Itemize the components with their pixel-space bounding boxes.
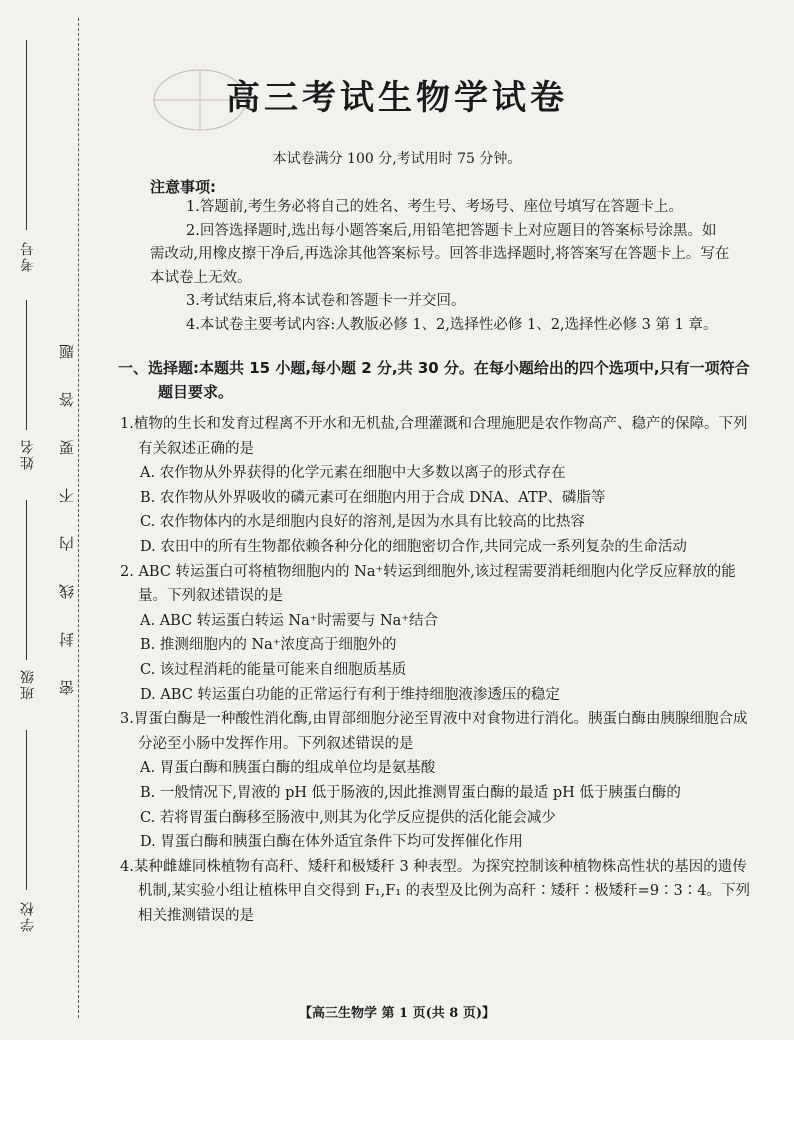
seal-char: 答 (58, 392, 76, 407)
question-stem: 4.某种雌雄同株植物有高秆、矮秆和极矮秆 3 种表型。为探究控制该种植物株高性状的基因的遗传机制,某实验小组让植株甲自交得到 F₁,F₁ 的表型及比例为高秆∶矮秆∶极矮秆=9∶3∶4。下列相关推测错误的是 (120, 858, 751, 924)
notice-heading: 注意事项: (150, 178, 216, 196)
notice-list (150, 196, 730, 337)
exam-title: 高三考试生物学试卷 (226, 78, 568, 118)
section-heading (118, 356, 758, 404)
question (120, 855, 760, 929)
seal-char: 要 (58, 440, 76, 455)
question (120, 560, 760, 708)
seal-char: 密 (58, 680, 76, 695)
question (120, 412, 760, 560)
option: D. 胃蛋白酶和胰蛋白酶在体外适宜条件下均可发挥催化作用 (140, 834, 523, 851)
page-margin (0, 1040, 794, 1123)
xingming-blank (26, 300, 27, 430)
notice-item: 1.答题前,考生务必将自己的姓名、考生号、考场号、座位号填写在答题卡上。 (186, 199, 683, 215)
label-xingming: 姓名 (20, 438, 36, 470)
question-stem: 3.胃蛋白酶是一种酸性消化酶,由胃部细胞分泌至胃液中对食物进行消化。胰蛋白酶由胰腺细胞合成分泌至小肠中发挥作用。下列叙述错误的是 (120, 711, 748, 752)
option: A. 农作物从外界获得的化学元素在细胞中大多数以离子的形式存在 (140, 465, 566, 482)
question-stem: 2. ABC 转运蛋白可将植物细胞内的 Na⁺转运到细胞外,该过程需要消耗细胞内化学反应释放的能量。下列叙述错误的是 (120, 563, 736, 605)
option: D. 农田中的所有生物都依赖各种分化的细胞密切合作,共同完成一系列复杂的生命活动 (140, 538, 687, 555)
label-xuexiao: 学校 (20, 900, 36, 932)
label-kaohao: 考号 (20, 240, 36, 272)
question-list (120, 412, 760, 928)
option: B. 农作物从外界吸收的磷元素可在细胞内用于合成 DNA、ATP、磷脂等 (140, 489, 606, 506)
section-heading-line: 一、选择题:本题共 15 小题,每小题 2 分,共 30 分。在每小题给出的四个选项中,只有一项符合 (118, 359, 750, 377)
binding-dashed-line (78, 18, 79, 1018)
question-stem: 1.植物的生长和发育过程离不开水和无机盐,合理灌溉和合理施肥是农作物高产、稳产的保障。下列有关叙述正确的是 (120, 416, 748, 457)
seal-char: 不 (58, 488, 76, 503)
option: C. 农作物体内的水是细胞内良好的溶剂,是因为水具有比较高的比热容 (140, 514, 585, 531)
label-banji: 班级 (20, 668, 36, 700)
seal-char: 线 (58, 584, 76, 599)
option: A. 胃蛋白酶和胰蛋白酶的组成单位均是氨基酸 (140, 760, 436, 777)
option: B. 一般情况下,胃液的 pH 低于肠液的,因此推测胃蛋白酶的最适 pH 低于胰蛋白酶的 (140, 784, 681, 801)
option: C. 若将胃蛋白酶移至肠液中,则其为化学反应提供的活化能会减少 (140, 809, 556, 826)
banji-blank (26, 500, 27, 660)
notice-item: 3.考试结束后,将本试卷和答题卡一并交回。 (186, 293, 466, 309)
option: B. 推测细胞内的 Na⁺浓度高于细胞外的 (140, 637, 397, 654)
seal-char: 内 (58, 536, 76, 551)
notice-item: 2.回答选择题时,选出每小题答案后,用铅笔把答题卡上对应题目的答案标号涂黑。如需改动,用橡皮擦干净后,再选涂其他答案标号。回答非选择题时,将答案写在答题卡上。写在本试卷上无效。 (150, 222, 730, 286)
section-heading-line: 题目要求。 (158, 383, 234, 401)
option: A. ABC 转运蛋白转运 Na⁺时需要与 Na⁺结合 (140, 612, 438, 629)
exam-subtitle: 本试卷满分 100 分,考试用时 75 分钟。 (272, 151, 522, 167)
kaohao-blank (26, 40, 27, 230)
option: D. ABC 转运蛋白功能的正常运行有利于维持细胞液渗透压的稳定 (140, 686, 560, 703)
page-footer: 【高三生物学 第 1 页(共 8 页)】 (298, 1006, 496, 1021)
seal-char: 封 (58, 632, 76, 647)
option: C. 该过程消耗的能量可能来自细胞质基质 (140, 661, 407, 678)
question (120, 707, 760, 855)
seal-char: 题 (58, 344, 76, 359)
notice-item: 4.本试卷主要考试内容:人教版必修 1、2,选择性必修 1、2,选择性必修 3 第 1 章。 (186, 316, 718, 333)
xuexiao-blank (26, 730, 27, 890)
